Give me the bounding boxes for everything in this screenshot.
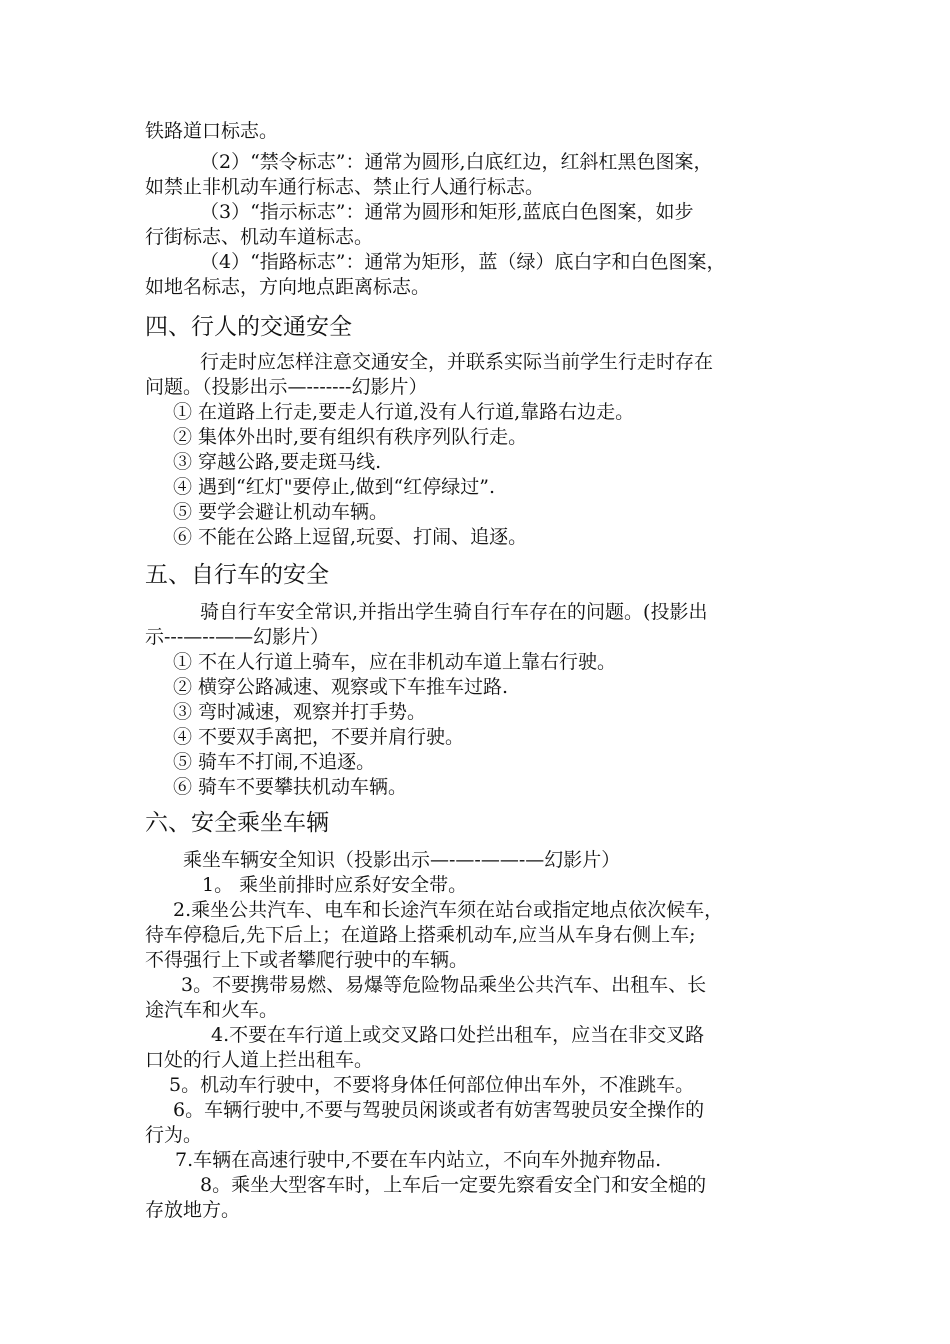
- text-line: 途汽车和火车。: [145, 999, 279, 1021]
- text-line: ⑤ 骑车不打闹,不追逐。: [173, 751, 376, 773]
- text-line: 1。 乘坐前排时应系好安全带。: [202, 874, 468, 896]
- text-line: （3）“指示标志”：通常为圆形和矩形,蓝底白色图案，如步: [200, 201, 694, 223]
- section-heading: 五、自行车的安全: [145, 562, 329, 588]
- text-line: ③ 穿越公路,要走斑马线.: [173, 451, 382, 473]
- text-line: 4.不要在车行道上或交叉路口处拦出租车，应当在非交叉路: [211, 1024, 705, 1046]
- text-line: 8。乘坐大型客车时，上车后一定要先察看安全门和安全槌的: [200, 1174, 707, 1196]
- text-line: ⑥ 骑车不要攀扶机动车辆。: [173, 776, 408, 798]
- text-line: 2.乘坐公共汽车、电车和长途汽车须在站台或指定地点依次候车，: [173, 899, 724, 921]
- text-line: 存放地方。: [145, 1199, 241, 1221]
- text-line: （4）“指路标志”：通常为矩形，蓝（绿）底白字和白色图案，: [200, 251, 726, 273]
- text-line: 行走时应怎样注意交通安全，并联系实际当前学生行走时存在: [200, 351, 714, 373]
- text-line: 待车停稳后,先下后上；在道路上搭乘机动车,应当从车身右侧上车;: [145, 924, 696, 946]
- text-line: 如禁止非机动车通行标志、禁止行人通行标志。: [145, 176, 545, 198]
- text-line: 5。机动车行驶中，不要将身体任何部位伸出车外，不准跳车。: [169, 1074, 695, 1096]
- section-heading: 四、行人的交通安全: [145, 314, 352, 340]
- text-line: 乘坐车辆安全知识（投影出示—-—-——-—幻影片）: [183, 849, 621, 871]
- text-line: 3。不要携带易燃、易爆等危险物品乘坐公共汽车、出租车、长: [181, 974, 707, 996]
- text-line: 示---—--——幻影片）: [145, 626, 330, 648]
- text-line: 不得强行上下或者攀爬行驶中的车辆。: [145, 949, 469, 971]
- text-line: ③ 弯时减速，观察并打手势。: [173, 701, 427, 723]
- text-line: 7.车辆在高速行驶中,不要在车内站立，不向车外抛弃物品.: [175, 1149, 662, 1171]
- text-line: ⑥ 不能在公路上逗留,玩耍、打闹、追逐。: [173, 526, 528, 548]
- text-line: 铁路道口标志。: [145, 120, 279, 142]
- text-line: 骑自行车安全常识,并指出学生骑自行车存在的问题。(投影出: [200, 601, 708, 623]
- text-line: ④ 不要双手离把，不要并肩行驶。: [173, 726, 465, 748]
- text-line: ① 不在人行道上骑车，应在非机动车道上靠右行驶。: [173, 651, 617, 673]
- text-line: ① 在道路上行走,要走人行道,没有人行道,靠路右边走。: [173, 401, 635, 423]
- text-line: 行街标志、机动车道标志。: [145, 226, 374, 248]
- text-line: （2）“禁令标志”：通常为圆形,白底红边，红斜杠黑色图案，: [200, 151, 713, 173]
- text-line: 口处的行人道上拦出租车。: [145, 1049, 374, 1071]
- text-line: ④ 遇到“红灯"要停止,做到“红停绿过”.: [173, 476, 495, 498]
- text-line: ⑤ 要学会避让机动车辆。: [173, 501, 389, 523]
- text-line: 问题。（投影出示—-------幻影片）: [145, 376, 428, 398]
- text-line: 如地名标志，方向地点距离标志。: [145, 276, 431, 298]
- text-line: ② 集体外出时,要有组织有秩序列队行走。: [173, 426, 528, 448]
- text-line: 6。车辆行驶中,不要与驾驶员闲谈或者有妨害驾驶员安全操作的: [173, 1099, 705, 1121]
- text-line: 行为。: [145, 1124, 203, 1146]
- section-heading: 六、安全乘坐车辆: [145, 810, 329, 836]
- text-line: ② 横穿公路减速、观察或下车推车过路.: [173, 676, 509, 698]
